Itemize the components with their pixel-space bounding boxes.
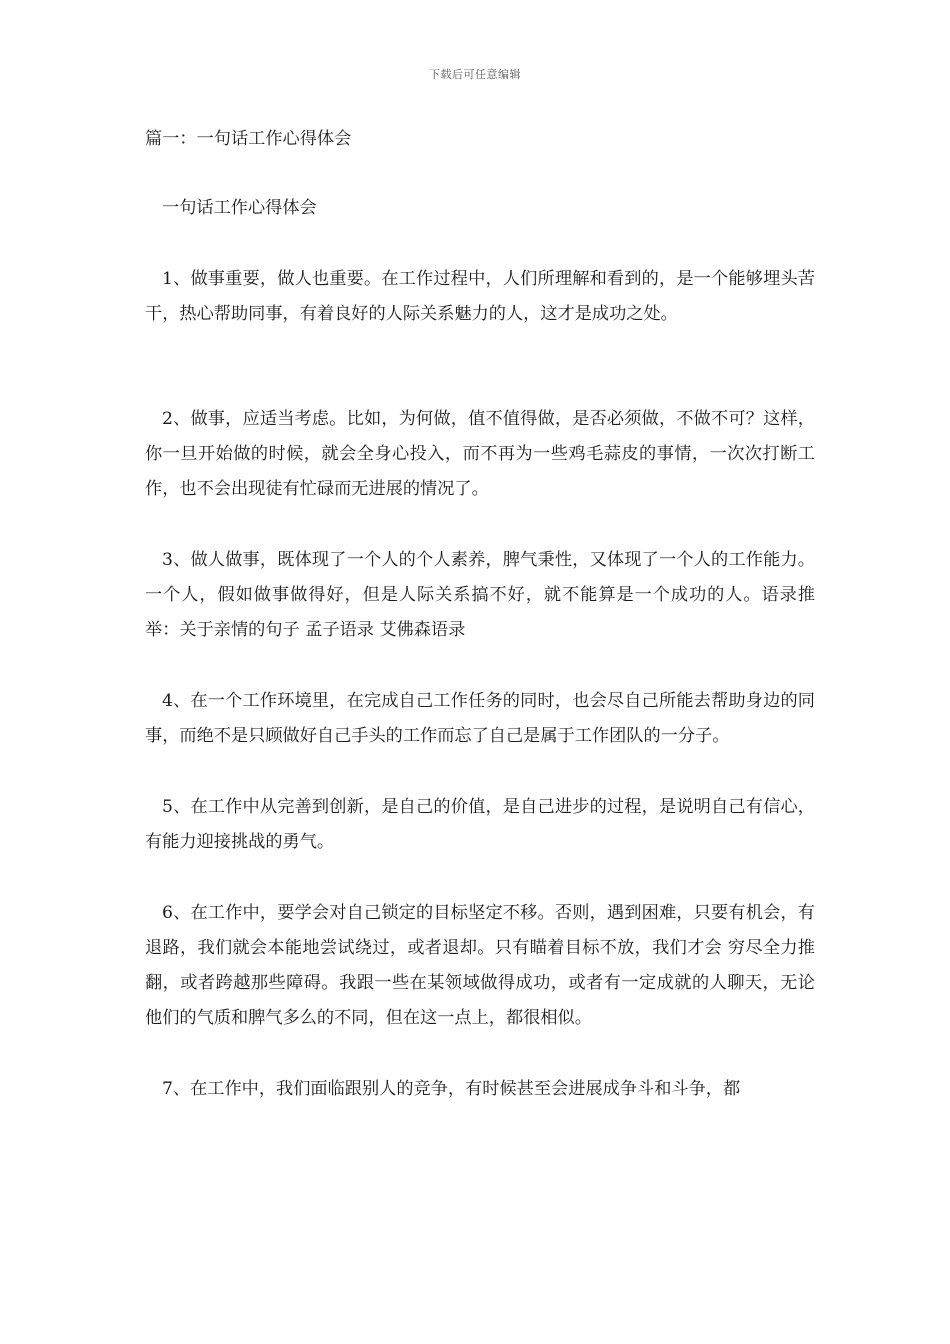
document-body <box>145 122 815 1107</box>
paragraph-4: 4、在一个工作环境里，在完成自己工作任务的同时，也会尽自己所能去帮助身边的同事，而绝不是只顾做好自己手头的工作而忘了自己是属于工作团队的一分子。 <box>145 691 815 746</box>
paragraph-1: 1、做事重要，做人也重要。在工作过程中，人们所理解和看到的，是一个能够埋头苦干，热心帮助同事，有着良好的人际关系魅力的人，这才是成功之处。 <box>145 269 815 324</box>
paragraph-3: 3、做人做事，既体现了一个人的个人素养，脾气秉性，又体现了一个人的工作能力。一个人，假如做事做得好，但是人际关系搞不好，就不能算是一个成功的人。语录推举：关于亲情的句子 孟子语录 艾佛森语录 <box>145 550 815 640</box>
page-header: 下载后可任意编辑 <box>429 68 521 81</box>
document-title: 篇一：一句话工作心得体会 <box>145 129 352 149</box>
subtitle-paragraph: 一句话工作心得体会 <box>162 198 317 218</box>
paragraph-5: 5、在工作中从完善到创新，是自己的价值，是自己进步的过程，是说明自己有信心，有能力迎接挑战的勇气。 <box>145 797 815 852</box>
paragraph-6: 6、在工作中，要学会对自己锁定的目标坚定不移。否则，遇到困难，只要有机会，有退路，我们就会本能地尝试绕过，或者退却。只有瞄着目标不放，我们才会 穷尽全力推翻，或者跨越那些障碍。我跟一些在某领域做得成功，或者有一定成就的人聊天，无论他们的气质和脾气多么的不同，但在这一点上，都很相似。 <box>145 903 815 1028</box>
paragraph-2: 2、做事，应适当考虑。比如，为何做，值不值得做，是否必须做，不做不可？这样，你一旦开始做的时候，就会全身心投入，而不再为一些鸡毛蒜皮的事情，一次次打断工作，也不会出现徒有忙碌而无进展的情况了。 <box>145 409 815 499</box>
paragraph-7: 7、在工作中，我们面临跟别人的竞争，有时候甚至会进展成争斗和斗争，都 <box>162 1079 741 1099</box>
